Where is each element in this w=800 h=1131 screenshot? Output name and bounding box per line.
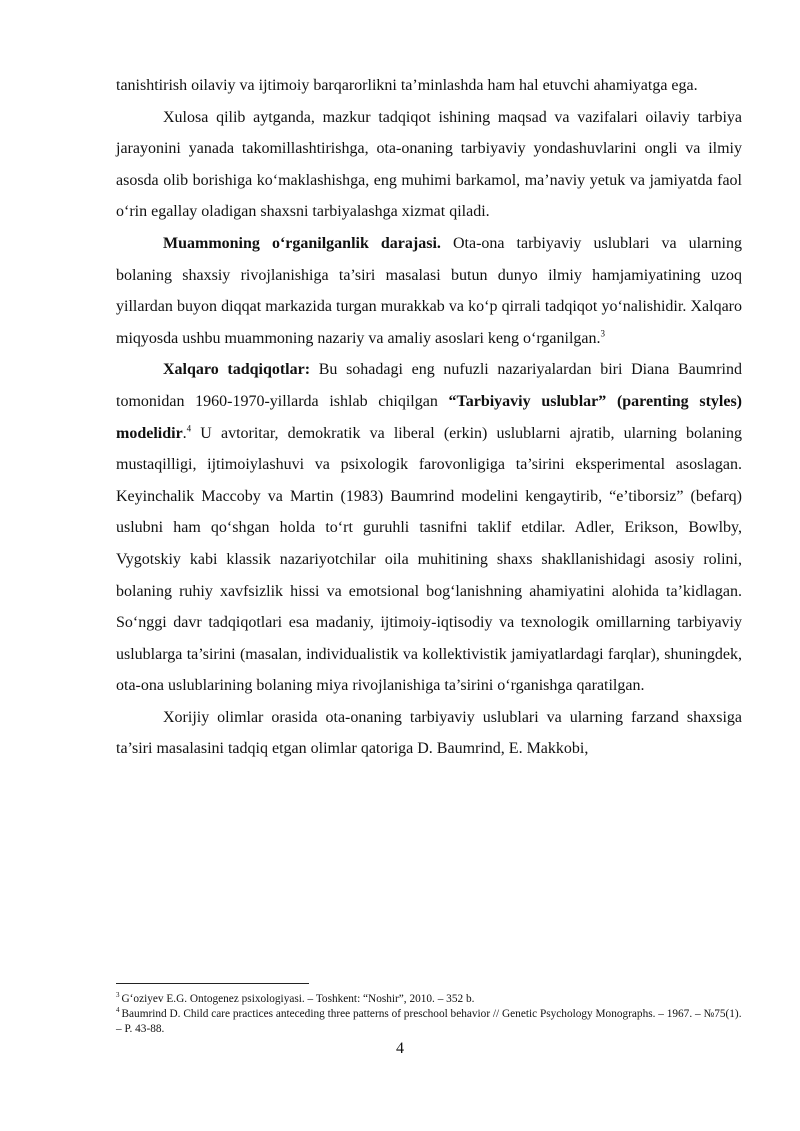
- paragraph-2: Xulosa qilib aytganda, mazkur tadqiqot ishining maqsad va vazifalari oilaviy tarbiya jarayonini yanada takomillashtirishga, ota-onaning tarbiyaviy yondashuvlarini ongli va ilmiy asosda olib borishiga ko‘maklashishga, eng muhimi barkamol, ma’naviy yetuk va jamiyatda faol o‘rin egallay oladigan shaxsni tarbiyalashga xizmat qiladi.: [116, 108, 742, 221]
- page-number: 4: [396, 1040, 404, 1057]
- paragraph-3-text: Ota-ona tarbiyaviy uslublari va ularning bolaning shaxsiy rivojlanishiga ta’siri masalasi butun dunyo ilmiy hamjamiyatining uzoq yillardan buyon diqqat markazida turgan murakkab va ko‘p qirrali tadqiqot yo‘nalishidir. Xalqaro miqyosda ushbu muammoning nazariy va amaliy asoslari keng o‘rganilgan.: [116, 234, 743, 347]
- paragraph-4-text-b: .: [182, 424, 187, 442]
- body-text: [116, 70, 742, 765]
- section-heading-study-level: Muammoning o‘rganilganlik darajasi.: [163, 234, 441, 252]
- parenting-styles-model-term: “Tarbiyaviy uslublar” (parenting styles) modelidir: [116, 392, 743, 442]
- footnote-3-marker: 3: [116, 991, 120, 1000]
- paragraph-3: [116, 228, 742, 354]
- paragraph-4-text-c: U avtoritar, demokratik va liberal (erkin) uslublarni ajratib, ularning bolaning mustaqilligi, ijtimoiylashuvi va psixologik farovonligiga ta’sirini eksperimental asoslagan. Keyinchalik Maccoby va Martin (1983) Baumrind modelini kengaytirib, “e’tiborsiz” (befarq) uslubni ham qo‘shgan holda to‘rt guruhli tasnifni taklif etdilar. Adler, Erikson, Bowlby, Vygotskiy kabi klassik nazariyotchilar oila muhitining shaxs shakllanishidagi asosiy rolini, bolaning ruhiy xavfsizlik hissi va emotsional bog‘lanishning ahamiyatini alohida ta’kidlagan. So‘nggi davr tadqiqotlari esa madaniy, ijtimoiy-iqtisodiy va texnologik omillarning tarbiyaviy uslublarga ta’sirini (masalan, individualistik va kollektivistik jamiyatlardagi farqlar), shuningdek, ota-ona uslublarining bolaning miya rivojlanishiga ta’sirini o‘rganishga qaratilgan.: [116, 424, 742, 695]
- footnote-4-marker: 4: [116, 1006, 120, 1015]
- footnote-3: [116, 992, 742, 1007]
- paragraph-4: [116, 354, 742, 702]
- footnote-ref-4: 4: [186, 423, 192, 434]
- footnote-4-text: Baumrind D. Child care practices anteceding three patterns of preschool behavior // Genetic Psychology Monographs. – 1967. – №75(1). – P. 43-88.: [116, 1008, 742, 1035]
- paragraph-1: tanishtirish oilaviy va ijtimoiy barqarorlikni ta’minlashda ham hal etuvchi ahamiyatga ega.: [116, 77, 698, 94]
- paragraph-4-text-a: Bu sohadagi eng nufuzli nazariyalardan biri Diana Baumrind tomonidan 1960-1970-yillarda ishlab chiqilgan: [116, 361, 742, 410]
- footnote-ref-3: 3: [600, 328, 605, 339]
- section-heading-international-research: Xalqaro tadqiqotlar:: [163, 361, 311, 379]
- footnote-3-text: G‘oziyev E.G. Ontogenez psixologiyasi. – Toshkent: “Noshir”, 2010. – 352 b.: [121, 993, 475, 1005]
- footnotes: [116, 992, 742, 1037]
- paragraph-5: Xorijiy olimlar orasida ota-onaning tarbiyaviy uslublari va ularning farzand shaxsiga ta’siri masalasini tadqiq etgan olimlar qatoriga D. Baumrind, E. Makkobi,: [116, 708, 742, 758]
- footnote-4: [116, 1007, 742, 1037]
- footnote-separator: [116, 983, 309, 984]
